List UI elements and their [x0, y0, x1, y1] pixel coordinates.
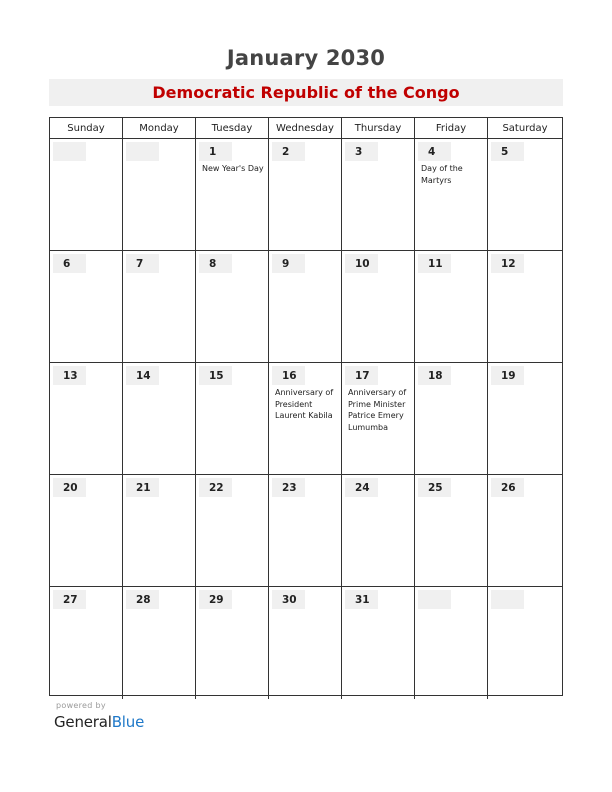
day-cell[interactable]	[488, 587, 562, 699]
logo-blue: Blue	[111, 713, 145, 731]
day-cell[interactable]	[50, 251, 123, 362]
weekday-sunday: Sunday	[50, 118, 123, 138]
day-cell[interactable]	[269, 139, 342, 250]
day-number: 19	[491, 366, 524, 385]
week-row	[50, 475, 562, 587]
day-cell[interactable]	[196, 139, 269, 250]
day-number: 2	[272, 142, 305, 161]
country-name: Democratic Republic of the Congo	[152, 83, 460, 102]
day-number: 8	[199, 254, 232, 273]
weekday-wednesday: Wednesday	[269, 118, 342, 138]
day-cell[interactable]	[196, 587, 269, 699]
day-number: 31	[345, 590, 378, 609]
weekday-thursday: Thursday	[342, 118, 415, 138]
country-band	[49, 79, 563, 106]
day-number	[491, 590, 524, 609]
day-number: 27	[53, 590, 86, 609]
day-number	[53, 142, 86, 161]
day-number: 12	[491, 254, 524, 273]
weekday-friday: Friday	[415, 118, 488, 138]
day-number: 22	[199, 478, 232, 497]
day-cell[interactable]	[488, 475, 562, 586]
day-number: 23	[272, 478, 305, 497]
day-cell[interactable]	[50, 139, 123, 250]
day-number: 1	[199, 142, 232, 161]
week-row	[50, 363, 562, 475]
day-cell[interactable]	[415, 587, 488, 699]
day-cell[interactable]	[50, 587, 123, 699]
day-number: 15	[199, 366, 232, 385]
day-number: 7	[126, 254, 159, 273]
day-number: 30	[272, 590, 305, 609]
generalblue-logo[interactable]	[54, 713, 144, 731]
day-cell[interactable]	[269, 363, 342, 474]
day-number: 26	[491, 478, 524, 497]
day-cell[interactable]	[196, 475, 269, 586]
day-number: 6	[53, 254, 86, 273]
day-cell[interactable]	[488, 251, 562, 362]
day-cell[interactable]	[342, 475, 415, 586]
day-cell[interactable]	[415, 363, 488, 474]
day-cell[interactable]	[269, 587, 342, 699]
day-number: 13	[53, 366, 86, 385]
calendar-grid	[49, 117, 563, 696]
day-number: 5	[491, 142, 524, 161]
day-number: 17	[345, 366, 378, 385]
holiday-label: Anniversary of Prime Minister Patrice Emery Lumumba	[348, 388, 407, 432]
day-cell[interactable]	[342, 139, 415, 250]
day-number: 9	[272, 254, 305, 273]
day-cell[interactable]	[488, 139, 562, 250]
weekday-monday: Monday	[123, 118, 196, 138]
day-number: 24	[345, 478, 378, 497]
day-number: 28	[126, 590, 159, 609]
day-number: 10	[345, 254, 378, 273]
week-row	[50, 251, 562, 363]
day-number: 21	[126, 478, 159, 497]
day-cell[interactable]	[269, 475, 342, 586]
weekday-header-row	[50, 118, 562, 139]
day-cell[interactable]	[123, 363, 196, 474]
day-number: 29	[199, 590, 232, 609]
week-row	[50, 587, 562, 699]
day-number: 11	[418, 254, 451, 273]
day-cell[interactable]	[50, 475, 123, 586]
day-cell[interactable]	[123, 139, 196, 250]
day-cell[interactable]	[342, 251, 415, 362]
day-cell[interactable]	[415, 139, 488, 250]
day-cell[interactable]	[415, 475, 488, 586]
weekday-saturday: Saturday	[502, 123, 548, 134]
day-cell[interactable]	[269, 251, 342, 362]
day-number	[418, 590, 451, 609]
day-number: 3	[345, 142, 378, 161]
day-cell[interactable]	[50, 363, 123, 474]
day-cell[interactable]	[196, 363, 269, 474]
day-number	[126, 142, 159, 161]
day-cell[interactable]	[123, 251, 196, 362]
day-cell[interactable]	[488, 363, 562, 474]
day-number: 20	[53, 478, 86, 497]
logo-general: General	[54, 713, 112, 731]
holiday-label: Anniversary of President Laurent Kabila	[275, 388, 334, 420]
powered-by-label: powered by	[56, 701, 106, 710]
day-cell[interactable]	[415, 251, 488, 362]
week-row	[50, 139, 562, 251]
calendar-title: January 2030	[226, 46, 386, 70]
day-number: 16	[272, 366, 305, 385]
day-cell[interactable]	[123, 475, 196, 586]
day-cell[interactable]	[196, 251, 269, 362]
holiday-label: New Year's Day	[202, 164, 264, 173]
day-number: 14	[126, 366, 159, 385]
holiday-label: Day of the Martyrs	[421, 164, 463, 185]
day-cell[interactable]	[123, 587, 196, 699]
day-number: 18	[418, 366, 451, 385]
day-cell[interactable]	[342, 587, 415, 699]
weekday-tuesday: Tuesday	[196, 118, 269, 138]
day-cell[interactable]	[342, 363, 415, 474]
day-number: 4	[418, 142, 451, 161]
day-number: 25	[418, 478, 451, 497]
